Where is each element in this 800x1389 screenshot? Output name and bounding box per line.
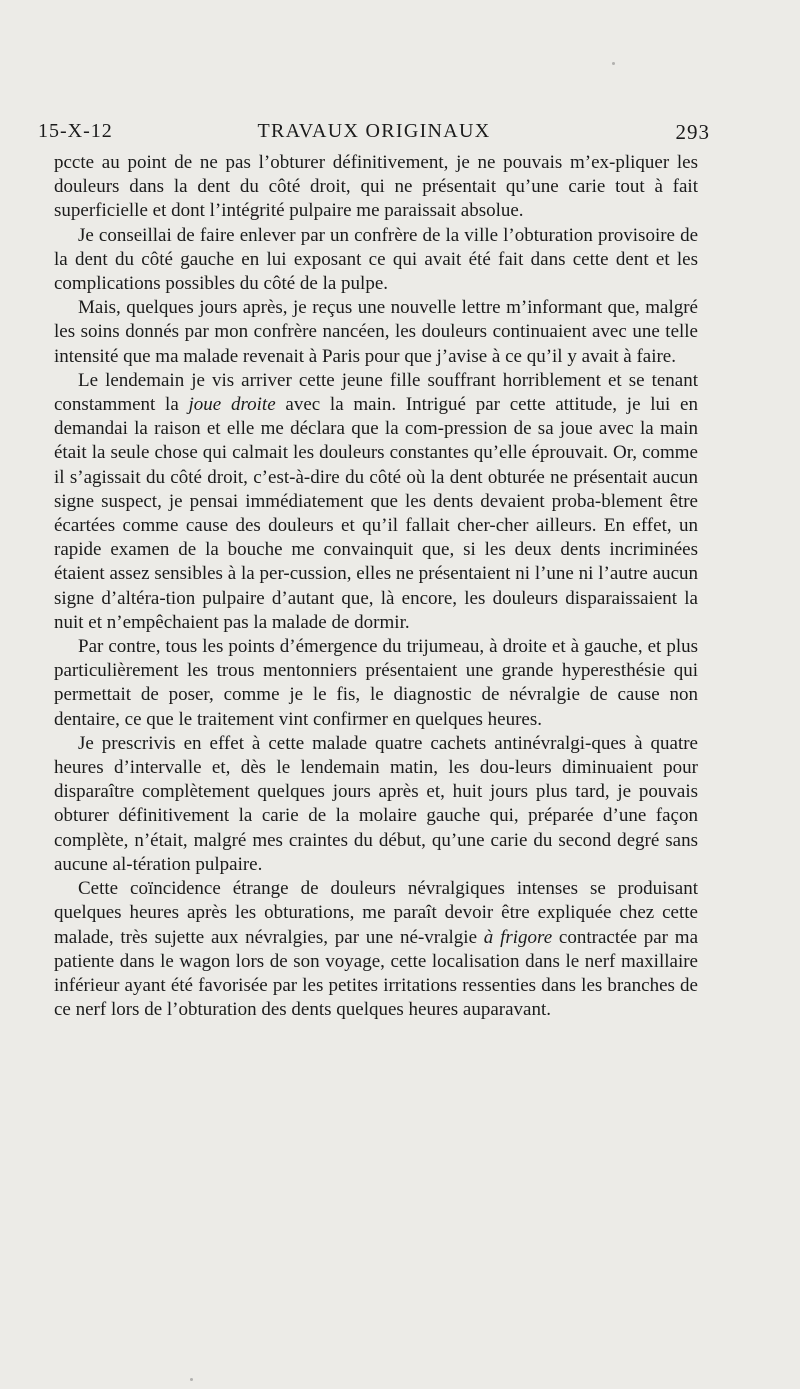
paragraph: [54, 732, 698, 877]
paragraph-text: Mais, quelques jours après, je reçus une nouvelle lettre m’informant que, malgré les soins donnés par mon confrère nancéen, les douleurs continuaient avec une telle intensité que ma malade revenait à Paris pour que j’avise à ce qu’il y avait à faire.: [54, 297, 698, 367]
paragraph-text: pccte au point de ne pas l’obturer définitivement, je ne pouvais m’ex-pliquer les douleurs dans la dent du côté droit, qui ne présentait qu’une carie tout à fait superficielle et dont l’intégrité pulpaire me paraissait absolue.: [54, 152, 698, 222]
paragraph-text: Cette coïncidence étrange de douleurs névralgiques intenses se produisant quelques heures après les obturations, me paraît devoir être expliquée chez cette malade, très sujette aux névralgies, par une né-vralgie: [54, 878, 698, 948]
paragraph-text: avec la main. Intrigué par cette attitude, je lui en demandai la raison et elle me déclara que la com-pression de sa joue avec la main était la seule chose qui calmait les douleurs constantes qu’elle éprouvait. Or, comme il s’agissait du côté droit, c’est-à-dire du côté où la dent obturée ne présentait aucun signe suspect, je pensai immédiatement que les dents devaient proba-blement être écartées comme cause des douleurs et qu’il fallait cher-cher ailleurs. En effet, un rapide examen de la bouche me convainquit que, si les deux dents incriminées étaient assez sensibles à la per-cussion, elles ne présentaient ni l’une ni l’autre aucun signe d’altéra-tion pulpaire d’autant que, là encore, les douleurs disparaissaient la nuit et n’empêchaient pas la malade de dormir.: [54, 394, 698, 633]
page-number: 293: [675, 120, 710, 144]
paragraph-text: Je prescrivis en effet à cette malade quatre cachets antinévralgi-ques à quatre heures d’intervalle et, dès le lendemain matin, les dou-leurs diminuaient pour disparaître complètement quelques jours après et, huit jours plus tard, je pouvais obturer définitivement la carie de la molaire gauche qui, préparée d’une façon complète, n’était, malgré mes craintes du début, qu’une carie du second degré sans aucune al-tération pulpaire.: [54, 732, 698, 875]
paper-speck: [612, 62, 615, 65]
paragraph: [54, 224, 698, 297]
header-section-title: TRAVAUX ORIGINAUX: [257, 120, 491, 142]
paragraph-text: Par contre, tous les points d’émergence du trijumeau, à droite et à gauche, et plus particulièrement les trous mentonniers présentaient une grande hyperesthésie qui permettait de poser, comme je le fis, le diagnostic de névralgie de cause non dentaire, ce que le traitement vint confirmer en quelques heures.: [54, 636, 698, 730]
paragraph: [54, 296, 698, 369]
paragraph: [54, 369, 698, 635]
paragraph: [54, 151, 698, 224]
paragraph-text: Je conseillai de faire enlever par un confrère de la ville l’obturation provisoire de la dent du côté gauche en lui exposant ce qui avait été fait dans cette dent et les complications possibles du côté de la pulpe.: [54, 224, 698, 295]
article-body: [54, 151, 698, 1022]
paragraph-text: Le lendemain je vis arriver cette jeune fille souffrant horriblement et se tenant constamment la: [54, 369, 698, 416]
paper-speck: [190, 1378, 193, 1381]
header-date: 15-X-12: [38, 120, 113, 142]
italic-text: à frigore: [483, 926, 553, 948]
italic-text: joue droite: [188, 394, 276, 416]
paragraph: [54, 635, 698, 732]
paragraph-text: contractée par ma patiente dans le wagon lors de son voyage, cette localisation dans le nerf maxillaire inférieur ayant été favorisée par les petites irritations ressenties dans les branches de ce nerf lors de l’obturation des dents quelques heures auparavant.: [54, 926, 698, 1021]
running-header: [38, 120, 710, 150]
paragraph: [54, 877, 698, 1022]
